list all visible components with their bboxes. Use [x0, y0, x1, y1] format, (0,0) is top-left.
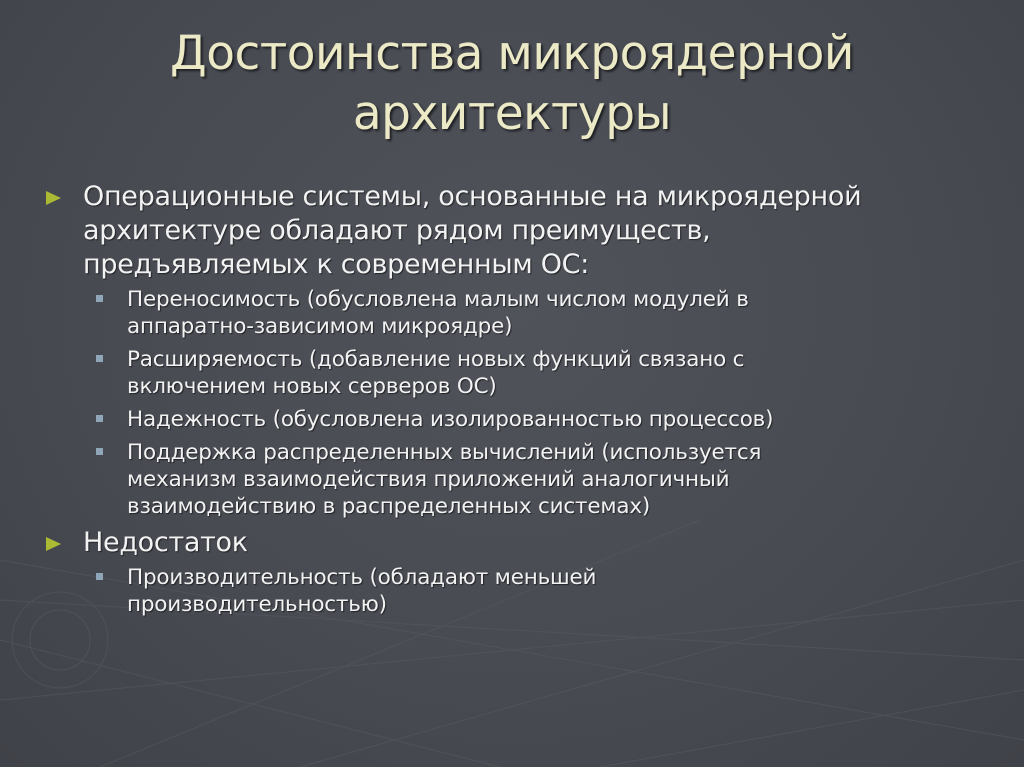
square-bullet-icon: [96, 448, 103, 455]
bullet-advantages-line-3: предъявляемых к современным ОС:: [83, 249, 590, 280]
subitem-line: механизм взаимодействия приложений аналогичный: [127, 467, 730, 492]
bullet-disadvantage: [46, 526, 986, 560]
subitem-line: включением новых серверов ОС): [127, 374, 497, 399]
bullet-advantages-line-2: архитектуре обладают рядом преимуществ,: [83, 215, 711, 246]
square-bullet-icon: [96, 415, 103, 422]
subitem-line: Переносимость (обусловлена малым числом модулей в: [127, 287, 749, 312]
slide-content: [46, 180, 986, 624]
arrow-bullet-icon: [46, 537, 61, 551]
subitem-line: Надежность (обусловлена изолированностью процессов): [127, 407, 774, 432]
bullet-advantages-line-1: Операционные системы, основанные на микроядерной: [83, 181, 862, 212]
subitem-line: Поддержка распределенных вычислений (используется: [127, 440, 762, 465]
subitem-line: Производительность (обладают меньшей: [127, 565, 597, 590]
arrow-bullet-icon: [46, 191, 61, 205]
square-bullet-icon: [96, 355, 103, 362]
bullet-disadvantage-line-1: Недостаток: [83, 527, 248, 558]
subitem-distributed-computing: [46, 439, 986, 520]
square-bullet-icon: [96, 295, 103, 302]
bullet-advantages: [46, 180, 986, 282]
disadvantages-list: [46, 564, 986, 618]
subitem-portability: [46, 286, 986, 340]
subitem-reliability: [46, 406, 986, 433]
subitem-extensibility: [46, 346, 986, 400]
square-bullet-icon: [96, 573, 103, 580]
advantages-list: [46, 286, 986, 520]
slide-title-line-1: Достоинства микроядерной: [170, 26, 854, 81]
slide-title: [0, 24, 1024, 144]
subitem-line: аппаратно-зависимом микроядре): [127, 314, 513, 339]
subitem-performance: [46, 564, 986, 618]
subitem-line: взаимодействию в распределенных системах): [127, 494, 651, 519]
subitem-line: Расширяемость (добавление новых функций связано с: [127, 347, 745, 372]
slide-title-line-2: архитектуры: [352, 86, 672, 141]
subitem-line: производительностью): [127, 592, 387, 617]
